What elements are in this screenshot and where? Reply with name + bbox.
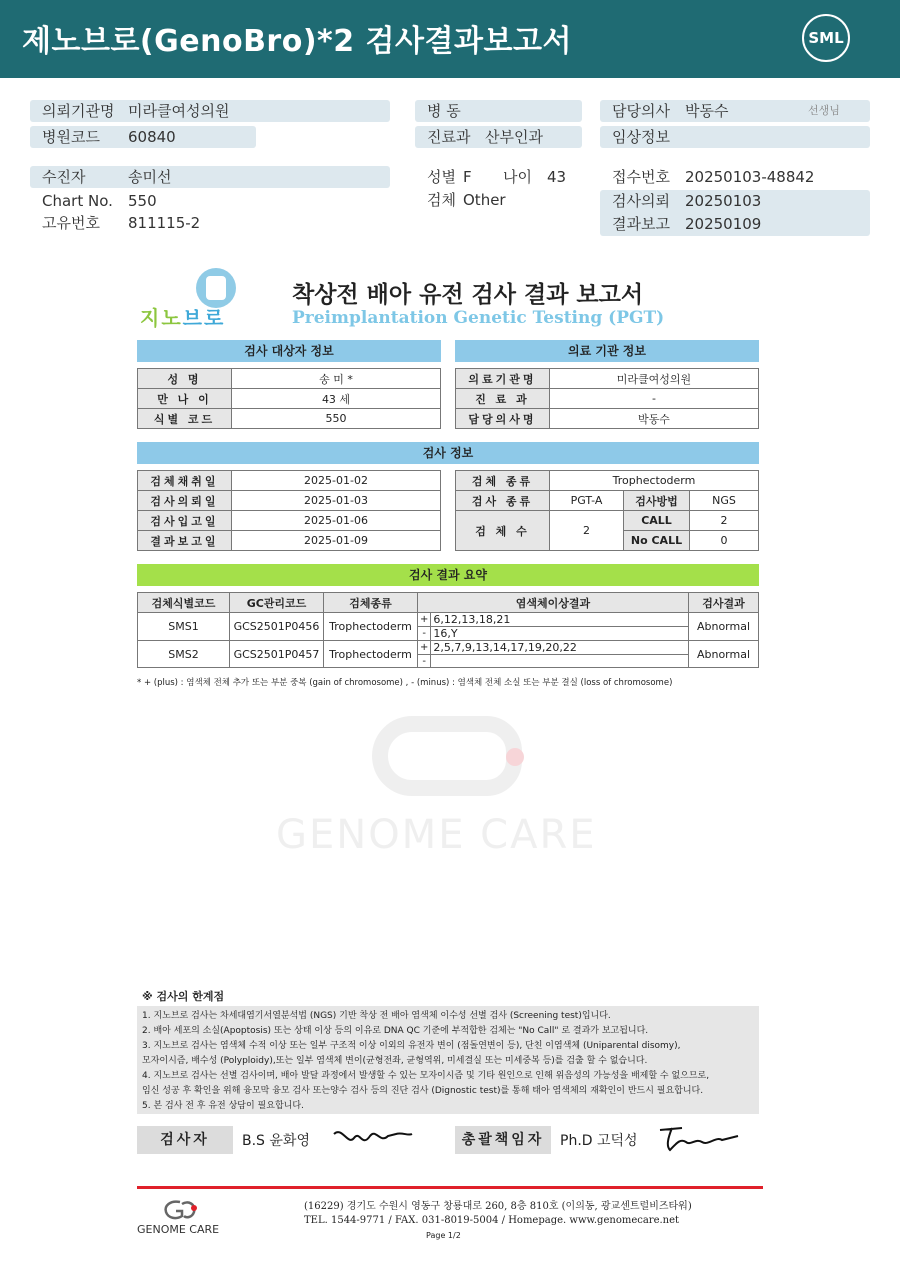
footer-contact: TEL. 1544-9771 / FAX. 031-8019-5004 / Homepage. www.genomecare.net — [304, 1215, 680, 1226]
report-title: 착상전 배아 유전 검사 결과 보고서 — [292, 282, 644, 308]
request-label: 검사의뢰 — [612, 192, 670, 210]
director-signature-icon — [656, 1122, 740, 1154]
genome-care-logo-icon — [160, 1198, 200, 1222]
genobro-logo-text: 지노브로 — [140, 306, 226, 330]
summary-header: 검사 결과 요약 — [137, 564, 759, 586]
limitation-item: 3. 지노브로 검사는 염색체 수적 이상 또는 일부 구조적 이상 이외의 유전자 변이 (점돌연변이 등), 단친 이염색체 (Uniparental disomy), — [142, 1041, 681, 1051]
limitation-item: 모자이시즘, 배수성 (Polyploidy),또는 일부 염색체 변이(균형전좌, 균형역위, 미세결실 또는 미세중복 등)를 검출 할 수 없습니다. — [142, 1056, 648, 1066]
hospital-code-label: 병원코드 — [42, 128, 100, 146]
page-title: 제노브로(GenoBro)*2 검사결과보고서 — [22, 24, 572, 59]
sex-value: F — [463, 168, 472, 186]
limitations-title: ※ 검사의 한계점 — [142, 990, 225, 1003]
institution-table — [455, 368, 759, 429]
receipt-label: 접수번호 — [612, 168, 670, 186]
footer-company: GENOME CARE — [137, 1223, 220, 1236]
sex-label: 성별 — [427, 168, 456, 186]
report-value: 20250109 — [685, 215, 762, 233]
report-label: 결과보고 — [612, 215, 670, 233]
footer-address: (16229) 경기도 수원시 영동구 창룡대로 260, 8층 810호 (이의동, 광교센트럴비즈타워) — [304, 1201, 692, 1212]
table-header-row: 검체식별코드 GC관리코드 검체종류 염색체이상결과 검사결과 — [138, 593, 759, 613]
dates-block — [600, 190, 870, 236]
unique-value: 811115-2 — [128, 214, 201, 232]
watermark-text: GENOME CARE — [276, 812, 597, 858]
test-specs-table — [455, 470, 759, 551]
table-row: 검사입고일 2025-01-06 — [138, 511, 441, 531]
test-header: 검사 정보 — [137, 442, 759, 464]
footer-divider — [137, 1186, 763, 1189]
specimen-label: 검체 — [427, 191, 456, 209]
limitation-item: 5. 본 검사 전 후 유전 상담이 필요합니다. — [142, 1101, 304, 1111]
director-label: 총괄책임자 — [455, 1126, 551, 1154]
age-label: 나이 — [503, 168, 532, 186]
doctor-tag: 선생님 — [808, 104, 840, 117]
table-row: 성 명 송 미 * — [138, 369, 441, 389]
dept-row — [415, 126, 582, 148]
subject-header: 검사 대상자 정보 — [137, 340, 441, 362]
table-row: 의료기관명 미라클여성의원 — [456, 369, 759, 389]
institution-header: 의료 기관 정보 — [455, 340, 759, 362]
hospital-row — [30, 100, 390, 122]
unique-label: 고유번호 — [42, 214, 100, 232]
clinical-label: 임상정보 — [612, 128, 670, 146]
hospital-label: 의뢰기관명 — [42, 102, 115, 120]
table-row: No CALL 0 — [456, 531, 759, 551]
table-row: 검 체 수 2 CALL 2 — [456, 511, 759, 531]
sex-age-row — [415, 166, 582, 188]
doctor-row — [600, 100, 870, 122]
receipt-row — [600, 166, 870, 188]
ward-label: 병 동 — [427, 102, 461, 120]
page-number: Page 1/2 — [426, 1231, 461, 1240]
unique-row — [30, 212, 390, 234]
watermark-dot — [506, 748, 524, 766]
table-row: 진 료 과 - — [456, 389, 759, 409]
subject-table — [137, 368, 441, 429]
ward-row — [415, 100, 582, 122]
limitation-item: 4. 지노브로 검사는 선별 검사이며, 배아 발달 과정에서 발생할 수 있는 모자이시즘 및 기타 원인으로 인해 위음성의 가능성을 배제할 수 없으므로, — [142, 1071, 710, 1081]
table-row: 검체 종류 Trophectoderm — [456, 471, 759, 491]
header-bar — [0, 0, 900, 78]
clinical-row — [600, 126, 870, 148]
table-row: 결과보고일 2025-01-09 — [138, 531, 441, 551]
dept-value: 산부인과 — [485, 128, 543, 146]
summary-note: * + (plus) : 염색체 전체 추가 또는 부분 중복 (gain of chromosome) , - (minus) : 염색체 전체 소실 또는 부분 결실 (loss of chromosome) — [137, 678, 673, 688]
doctor-value: 박동수 — [685, 102, 729, 120]
doctor-label: 담당의사 — [612, 102, 670, 120]
request-value: 20250103 — [685, 192, 762, 210]
receipt-value: 20250103-48842 — [685, 168, 815, 186]
table-row: 검사 종류 PGT-A 검사방법 NGS — [456, 491, 759, 511]
chart-label: Chart No. — [42, 192, 113, 210]
tester-signature-icon — [332, 1122, 414, 1152]
table-row: SMS2 GCS2501P0457 Trophectoderm + 2,5,7,9,13,14,17,19,20,22 Abnormal — [138, 641, 759, 655]
hospital-code-row — [30, 126, 256, 148]
table-row: SMS1 GCS2501P0456 Trophectoderm + 6,12,13,18,21 Abnormal — [138, 613, 759, 627]
specimen-value: Other — [463, 191, 506, 209]
tester-name: B.S 윤화영 — [242, 1133, 310, 1149]
report-subtitle: Preimplantation Genetic Testing (PGT) — [292, 308, 665, 328]
watermark-logo-icon — [372, 716, 522, 796]
table-row: 식별 코드 550 — [138, 409, 441, 429]
limitation-item: 1. 지노브로 검사는 차세대염기서열분석법 (NGS) 기반 착상 전 배아 염색체 이수성 선별 검사 (Screening test)입니다. — [142, 1011, 611, 1021]
chart-row — [30, 190, 390, 212]
limitation-item: 임신 성공 후 확인을 위해 융모막 융모 검사 또는양수 검사 등의 진단 검사 (Dignostic test)를 통해 태아 염색체의 재확인이 반드시 필요합니다. — [142, 1086, 704, 1096]
dept-label: 진료과 — [427, 128, 471, 146]
patient-value: 송미선 — [128, 168, 172, 186]
table-row: 담당의사명 박동수 — [456, 409, 759, 429]
hospital-code-value: 60840 — [128, 128, 176, 146]
director-name: Ph.D 고덕성 — [560, 1133, 638, 1149]
limitation-item: 2. 배아 세포의 소실(Apoptosis) 또는 상태 이상 등의 이유로 DNA QC 기준에 부적합한 검체는 "No Call" 로 결과가 보고됩니다. — [142, 1026, 649, 1036]
table-row: 검사의뢰일 2025-01-03 — [138, 491, 441, 511]
sml-logo: SML — [802, 14, 850, 62]
patient-label: 수진자 — [42, 168, 86, 186]
tester-label: 검사자 — [137, 1126, 233, 1154]
age-value: 43 — [547, 168, 567, 186]
footer-address-block — [304, 1200, 692, 1228]
table-row: - — [138, 655, 759, 668]
chart-value: 550 — [128, 192, 157, 210]
table-row: - 16,Y — [138, 627, 759, 641]
table-row: 만 나 이 43 세 — [138, 389, 441, 409]
summary-table — [137, 592, 759, 668]
test-dates-table — [137, 470, 441, 551]
patient-row — [30, 166, 390, 188]
table-row: 검체채취일 2025-01-02 — [138, 471, 441, 491]
specimen-row — [415, 189, 582, 211]
hospital-value: 미라클여성의원 — [128, 102, 230, 120]
limitations-box — [137, 1006, 759, 1114]
